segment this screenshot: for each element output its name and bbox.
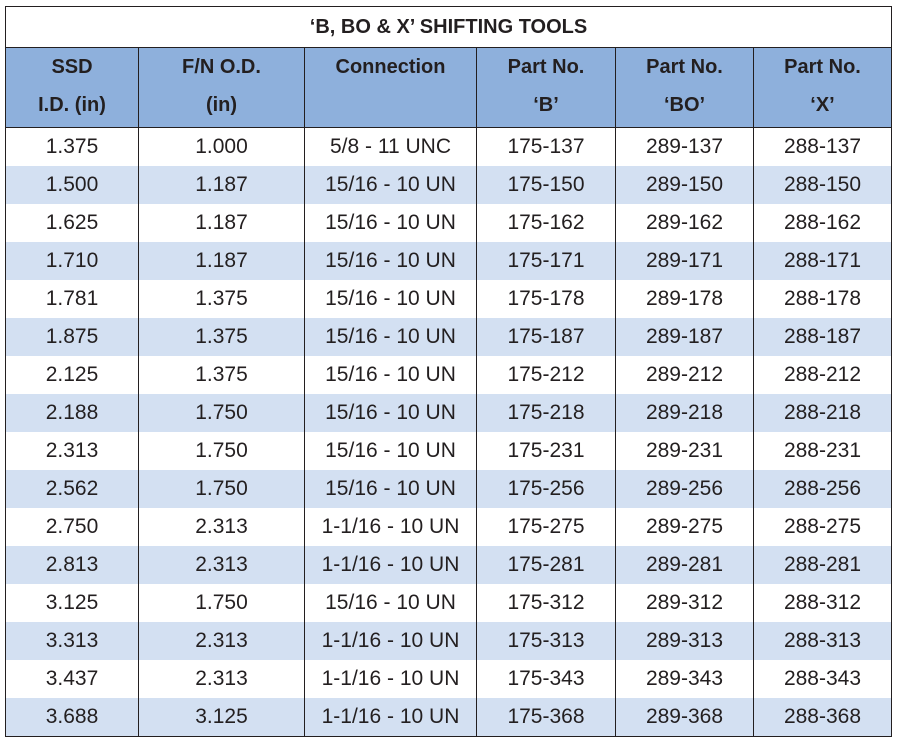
part-no-b-cell: 175-150 [477, 166, 616, 204]
part-no-bo-cell: 289-313 [616, 622, 754, 660]
table-row [6, 432, 892, 470]
part-no-b-cell: 175-275 [477, 508, 616, 546]
table-row [6, 280, 892, 318]
column-header-row [6, 48, 892, 128]
fn-od-cell: 1.187 [139, 242, 305, 280]
header-line: ‘B’ [533, 94, 559, 116]
connection-cell: 15/16 - 10 UN [305, 356, 477, 394]
table-body [6, 128, 892, 737]
fn-od-cell: 3.125 [139, 698, 305, 737]
part-no-bo-cell: 289-137 [616, 128, 754, 167]
header-line: ‘BO’ [663, 94, 706, 116]
fn-od-cell: 2.313 [139, 546, 305, 584]
table-row [6, 508, 892, 546]
part-no-b-cell: 175-368 [477, 698, 616, 737]
connection-cell: 15/16 - 10 UN [305, 470, 477, 508]
part-no-x-cell: 288-178 [754, 280, 892, 318]
connection-cell: 15/16 - 10 UN [305, 584, 477, 622]
fn-od-cell: 1.375 [139, 280, 305, 318]
header-line: ‘X’ [810, 94, 835, 116]
part-no-bo-cell: 289-187 [616, 318, 754, 356]
part-no-b-cell: 175-256 [477, 470, 616, 508]
ssd-id-cell: 2.562 [6, 470, 139, 508]
header-line: F/N O.D. [182, 56, 261, 78]
part-no-x-cell: 288-187 [754, 318, 892, 356]
fn-od-cell: 1.750 [139, 432, 305, 470]
connection-cell: 5/8 - 11 UNC [305, 128, 477, 167]
fn-od-cell: 2.313 [139, 508, 305, 546]
connection-cell: 15/16 - 10 UN [305, 166, 477, 204]
fn-od-header [139, 48, 305, 128]
ssd-id-cell: 1.781 [6, 280, 139, 318]
part-no-x-cell: 288-281 [754, 546, 892, 584]
ssd-id-cell: 1.710 [6, 242, 139, 280]
header-line: I.D. (in) [38, 94, 106, 116]
part-no-bo-cell: 289-368 [616, 698, 754, 737]
table-row [6, 698, 892, 737]
connection-cell: 15/16 - 10 UN [305, 204, 477, 242]
connection-cell: 15/16 - 10 UN [305, 280, 477, 318]
part-no-x-cell: 288-218 [754, 394, 892, 432]
header-line: Connection [335, 56, 446, 78]
ssd-id-cell: 2.813 [6, 546, 139, 584]
part-no-x-cell: 288-162 [754, 204, 892, 242]
shifting-tools-table [5, 6, 892, 737]
fn-od-cell: 1.375 [139, 318, 305, 356]
ssd-id-cell: 2.313 [6, 432, 139, 470]
table-row [6, 318, 892, 356]
table-row [6, 394, 892, 432]
part-no-bo-cell: 289-162 [616, 204, 754, 242]
part-no-bo-cell: 289-171 [616, 242, 754, 280]
ssd-id-cell: 1.375 [6, 128, 139, 167]
part-no-b-cell: 175-343 [477, 660, 616, 698]
fn-od-cell: 1.187 [139, 166, 305, 204]
part-no-b-cell: 175-137 [477, 128, 616, 167]
connection-header [305, 48, 477, 128]
part-no-bo-cell: 289-281 [616, 546, 754, 584]
part-no-b-cell: 175-313 [477, 622, 616, 660]
part-no-bo-cell: 289-312 [616, 584, 754, 622]
part-no-x-cell: 288-256 [754, 470, 892, 508]
ssd-id-cell: 1.625 [6, 204, 139, 242]
header-line: SSD [51, 56, 93, 78]
part-no-bo-cell: 289-231 [616, 432, 754, 470]
connection-cell: 15/16 - 10 UN [305, 394, 477, 432]
ssd-id-cell: 2.125 [6, 356, 139, 394]
connection-cell: 1-1/16 - 10 UN [305, 660, 477, 698]
ssd-id-cell: 2.750 [6, 508, 139, 546]
part-no-bo-cell: 289-178 [616, 280, 754, 318]
fn-od-cell: 1.750 [139, 394, 305, 432]
fn-od-cell: 2.313 [139, 660, 305, 698]
part-no-x-cell: 288-313 [754, 622, 892, 660]
table-row [6, 470, 892, 508]
fn-od-cell: 2.313 [139, 622, 305, 660]
part-no-bo-cell: 289-218 [616, 394, 754, 432]
part-no-b-cell: 175-178 [477, 280, 616, 318]
part-no-bo-cell: 289-275 [616, 508, 754, 546]
connection-cell: 1-1/16 - 10 UN [305, 622, 477, 660]
part-no-b-cell: 175-218 [477, 394, 616, 432]
part-no-b-cell: 175-162 [477, 204, 616, 242]
fn-od-cell: 1.375 [139, 356, 305, 394]
ssd-id-cell: 1.875 [6, 318, 139, 356]
table-row [6, 584, 892, 622]
connection-cell: 15/16 - 10 UN [305, 432, 477, 470]
header-line: Part No. [507, 56, 585, 78]
header-line: Part No. [646, 56, 723, 78]
header-line: (in) [205, 94, 238, 116]
table-row [6, 660, 892, 698]
connection-cell: 15/16 - 10 UN [305, 242, 477, 280]
table-row [6, 546, 892, 584]
connection-cell: 15/16 - 10 UN [305, 318, 477, 356]
part-no-x-cell: 288-137 [754, 128, 892, 167]
part-no-x-header [754, 48, 892, 128]
ssd-id-cell: 1.500 [6, 166, 139, 204]
fn-od-cell: 1.750 [139, 584, 305, 622]
connection-cell: 1-1/16 - 10 UN [305, 546, 477, 584]
ssd-id-header [6, 48, 139, 128]
ssd-id-cell: 3.437 [6, 660, 139, 698]
part-no-bo-cell: 289-212 [616, 356, 754, 394]
connection-cell: 1-1/16 - 10 UN [305, 508, 477, 546]
fn-od-cell: 1.187 [139, 204, 305, 242]
table-row [6, 166, 892, 204]
part-no-b-cell: 175-171 [477, 242, 616, 280]
part-no-b-cell: 175-187 [477, 318, 616, 356]
header-line [305, 86, 476, 124]
part-no-x-cell: 288-312 [754, 584, 892, 622]
part-no-x-cell: 288-150 [754, 166, 892, 204]
ssd-id-cell: 3.313 [6, 622, 139, 660]
ssd-id-cell: 3.125 [6, 584, 139, 622]
part-no-b-cell: 175-312 [477, 584, 616, 622]
fn-od-cell: 1.750 [139, 470, 305, 508]
part-no-b-cell: 175-231 [477, 432, 616, 470]
part-no-x-cell: 288-212 [754, 356, 892, 394]
table-title: ‘B, BO & X’ SHIFTING TOOLS [6, 7, 892, 48]
part-no-b-cell: 175-281 [477, 546, 616, 584]
part-no-x-cell: 288-231 [754, 432, 892, 470]
part-no-bo-cell: 289-150 [616, 166, 754, 204]
part-no-x-cell: 288-343 [754, 660, 892, 698]
shifting-tools-table-container [5, 6, 891, 737]
table-row [6, 622, 892, 660]
part-no-bo-cell: 289-343 [616, 660, 754, 698]
table-row [6, 242, 892, 280]
table-row [6, 128, 892, 167]
part-no-b-cell: 175-212 [477, 356, 616, 394]
ssd-id-cell: 2.188 [6, 394, 139, 432]
part-no-x-cell: 288-368 [754, 698, 892, 737]
table-row [6, 356, 892, 394]
part-no-bo-header [616, 48, 754, 128]
part-no-b-header [477, 48, 616, 128]
connection-cell: 1-1/16 - 10 UN [305, 698, 477, 737]
part-no-x-cell: 288-275 [754, 508, 892, 546]
part-no-bo-cell: 289-256 [616, 470, 754, 508]
header-line: Part No. [784, 56, 861, 78]
fn-od-cell: 1.000 [139, 128, 305, 167]
part-no-x-cell: 288-171 [754, 242, 892, 280]
table-row [6, 204, 892, 242]
ssd-id-cell: 3.688 [6, 698, 139, 737]
